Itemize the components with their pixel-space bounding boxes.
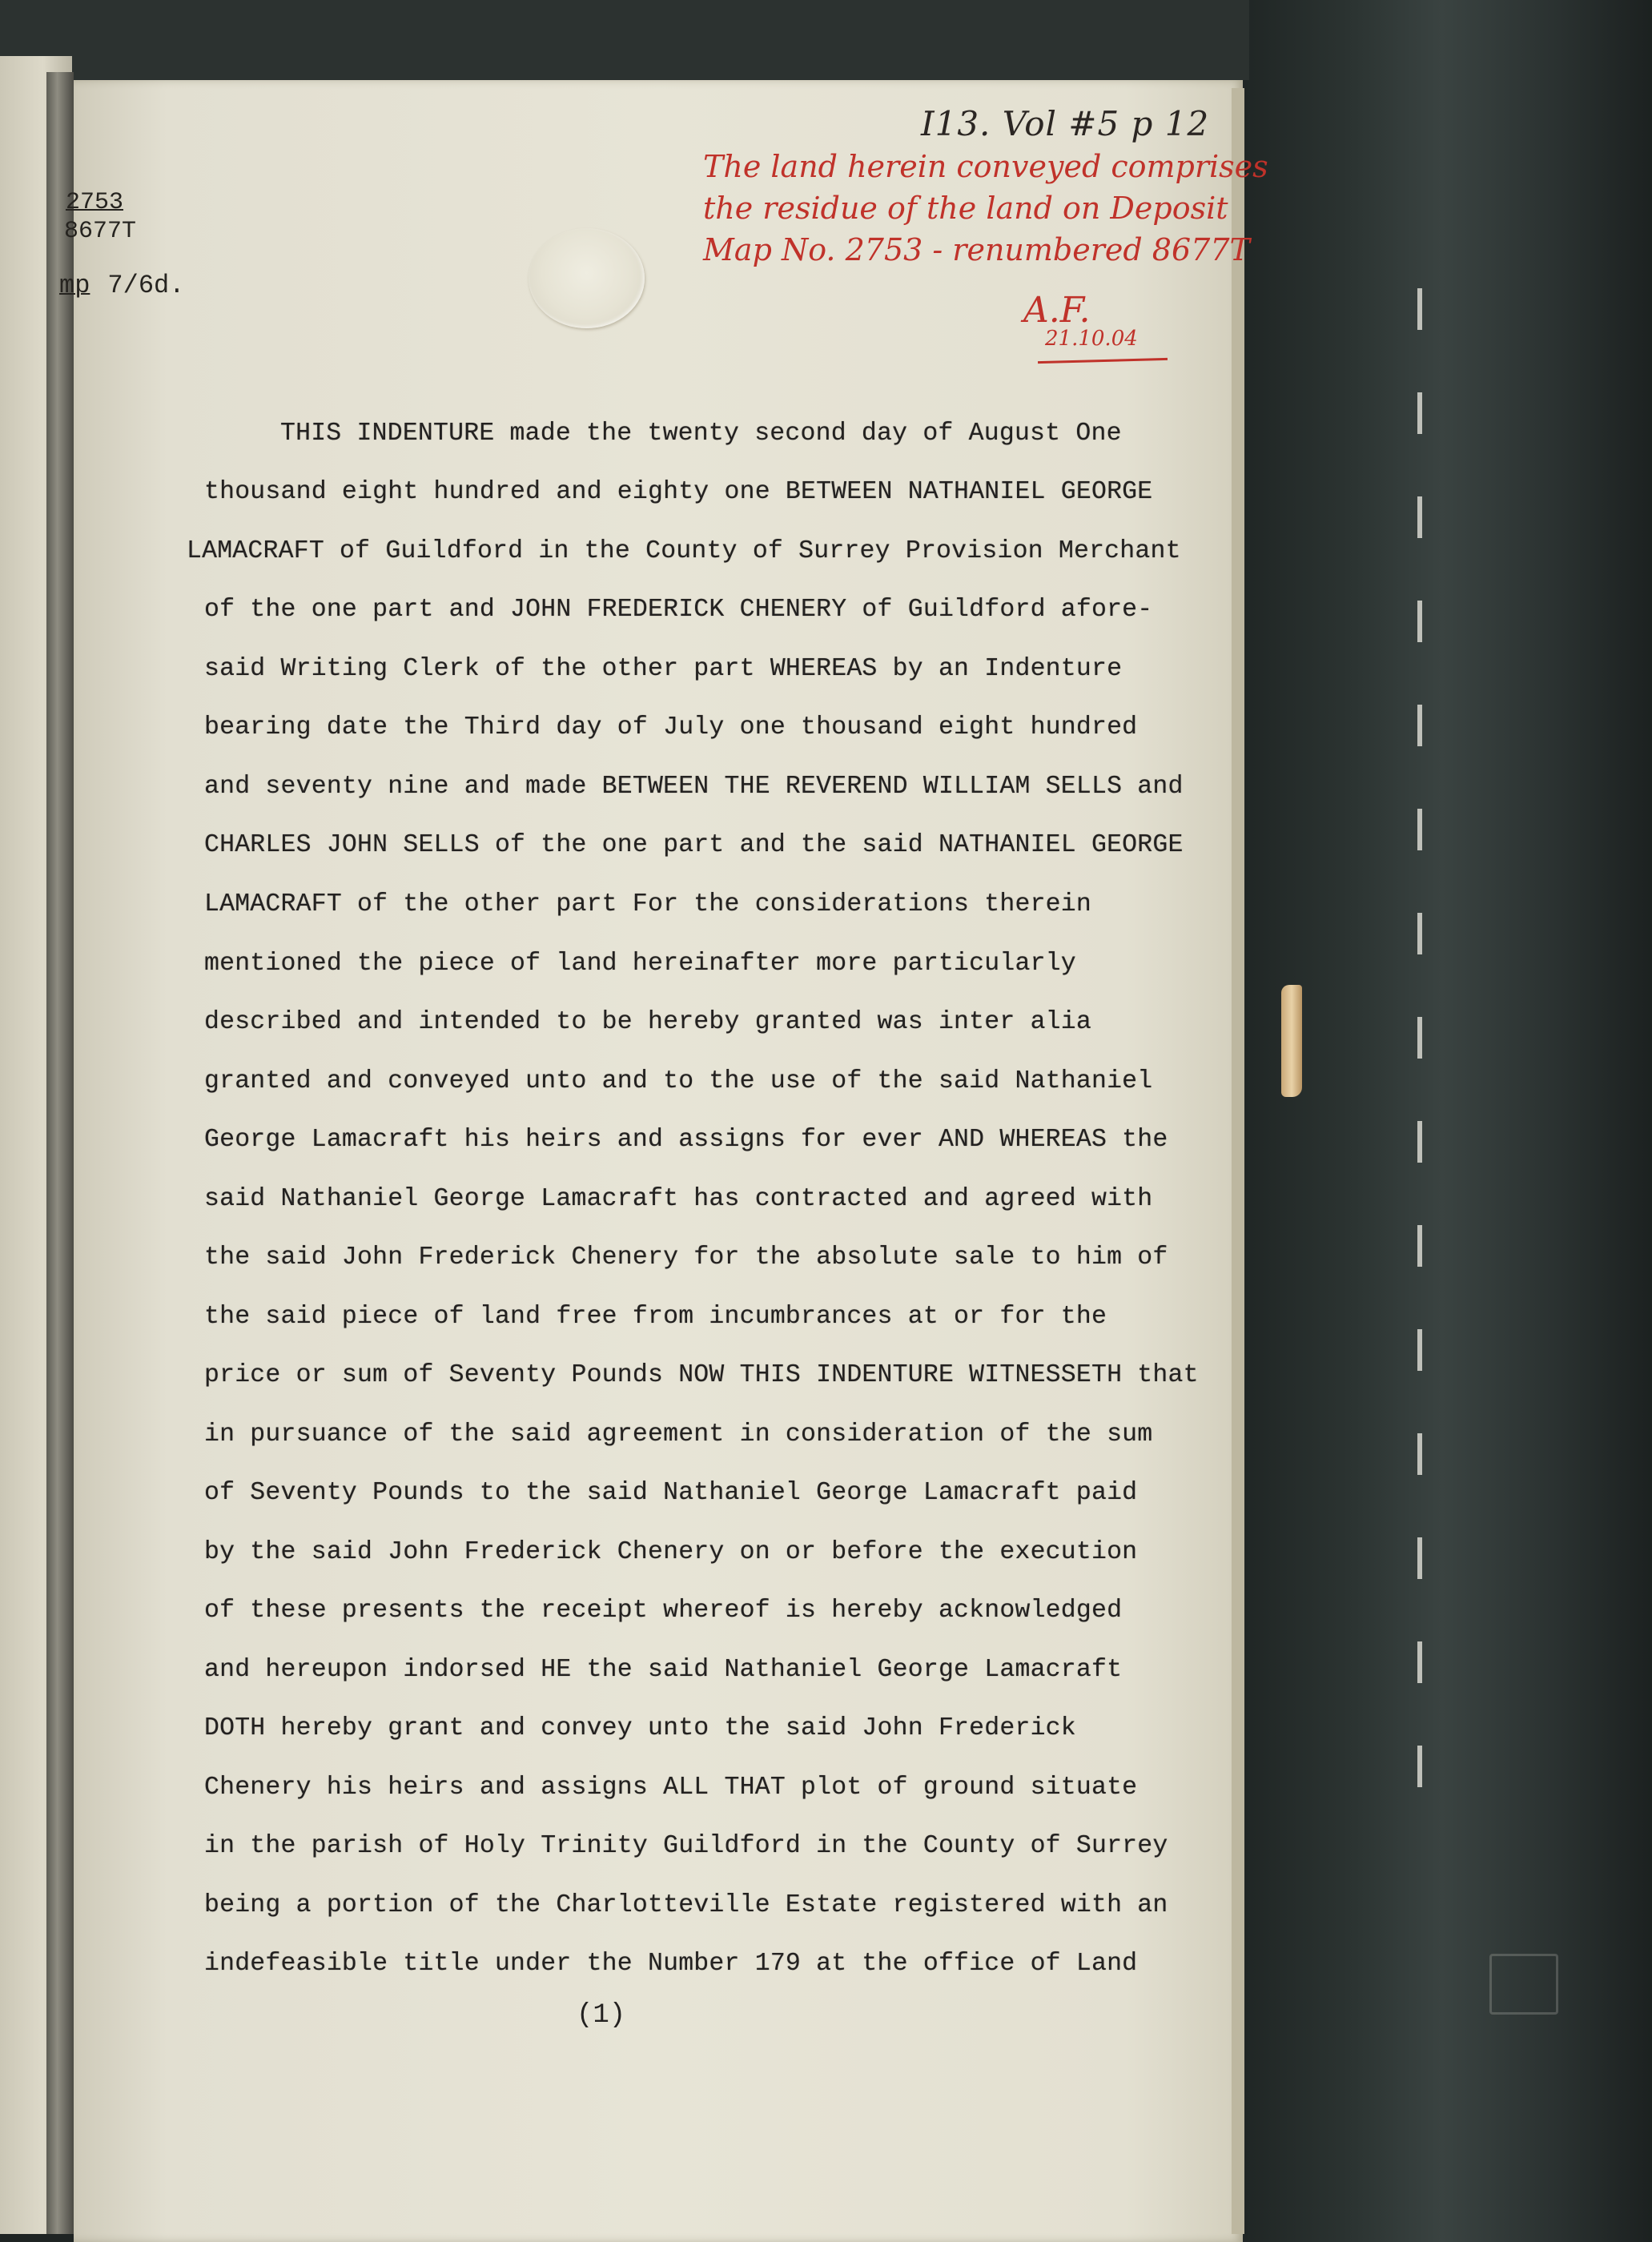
body-line: the said John Frederick Chenery for the absolute sale to him of xyxy=(204,1244,1168,1272)
stamp-duty xyxy=(59,271,184,300)
stamp-label: mp xyxy=(59,271,90,300)
body-line: LAMACRAFT of Guildford in the County of Surrey Provision Merchant xyxy=(187,537,1181,565)
body-line: Chenery his heirs and assigns ALL THAT plot of ground situate xyxy=(204,1774,1138,1802)
body-line: of Seventy Pounds to the said Nathaniel George Lamacraft paid xyxy=(204,1479,1138,1507)
handwritten-note-line: Map No. 2753 - renumbered 8677T xyxy=(703,232,1250,267)
embossed-seal xyxy=(529,228,645,328)
body-line: being a portion of the Charlotteville Estate registered with an xyxy=(204,1891,1168,1919)
body-line: CHARLES JOHN SELLS of the one part and the said NATHANIEL GEORGE xyxy=(204,831,1184,859)
body-line: said Nathaniel George Lamacraft has contracted and agreed with xyxy=(204,1185,1153,1213)
body-line: granted and conveyed unto and to the use of the said Nathaniel xyxy=(204,1067,1153,1095)
handwritten-note-line: The land herein conveyed comprises xyxy=(703,149,1268,184)
dashed-line xyxy=(1417,288,1422,1810)
body-line: DOTH hereby grant and convey unto the said John Frederick xyxy=(204,1714,1076,1742)
faint-mark xyxy=(1489,1954,1558,2015)
body-line: in pursuance of the said agreement in consideration of the sum xyxy=(204,1420,1153,1448)
body-line: THIS INDENTURE made the twenty second day of August One xyxy=(280,420,1122,448)
body-line: of these presents the receipt whereof is hereby acknowledged xyxy=(204,1597,1123,1625)
page-number: (1) xyxy=(577,2000,626,2031)
body-line: bearing date the Third day of July one thousand eight hundred xyxy=(204,713,1138,741)
body-line: by the said John Frederick Chenery on or before the execution xyxy=(204,1538,1138,1566)
margin-reference-new: 8677T xyxy=(64,218,137,245)
body-line: indefeasible title under the Number 179 at the office of Land xyxy=(204,1950,1138,1978)
body-line: thousand eight hundred and eighty one BETWEEN NATHANIEL GEORGE xyxy=(204,478,1153,506)
body-line: described and intended to be hereby granted was inter alia xyxy=(204,1008,1091,1036)
handwritten-initials: A.F. xyxy=(1023,290,1091,331)
handwritten-note-line: the residue of the land on Deposit xyxy=(703,191,1228,226)
body-line: price or sum of Seventy Pounds NOW THIS INDENTURE WITNESSETH that xyxy=(204,1361,1199,1389)
stamp-value: 7/6d. xyxy=(107,271,185,300)
paper-tear xyxy=(1281,985,1302,1097)
body-line: said Writing Clerk of the other part WHEREAS by an Indenture xyxy=(204,655,1123,683)
body-line: the said piece of land free from incumbrances at or for the xyxy=(204,1303,1107,1331)
body-line: of the one part and JOHN FREDERICK CHENERY of Guildford afore- xyxy=(204,596,1153,624)
handwritten-date: 21.10.04 xyxy=(1045,327,1138,351)
body-line: and seventy nine and made BETWEEN THE REVEREND WILLIAM SELLS and xyxy=(204,773,1184,801)
body-line: mentioned the piece of land hereinafter more particularly xyxy=(204,950,1076,978)
margin-reference-old: 2753 xyxy=(66,189,124,216)
binding-spine xyxy=(46,72,74,2234)
body-line: and hereupon indorsed HE the said Nathaniel George Lamacraft xyxy=(204,1656,1123,1684)
body-line: George Lamacraft his heirs and assigns for ever AND WHEREAS the xyxy=(204,1126,1168,1154)
top-shadow-strip xyxy=(0,0,1249,80)
page-edge xyxy=(1232,88,1244,2234)
body-line: in the parish of Holy Trinity Guildford in the County of Surrey xyxy=(204,1832,1168,1860)
handwritten-reference: I13. Vol #5 p 12 xyxy=(921,104,1210,143)
body-line: LAMACRAFT of the other part For the considerations therein xyxy=(204,890,1091,918)
